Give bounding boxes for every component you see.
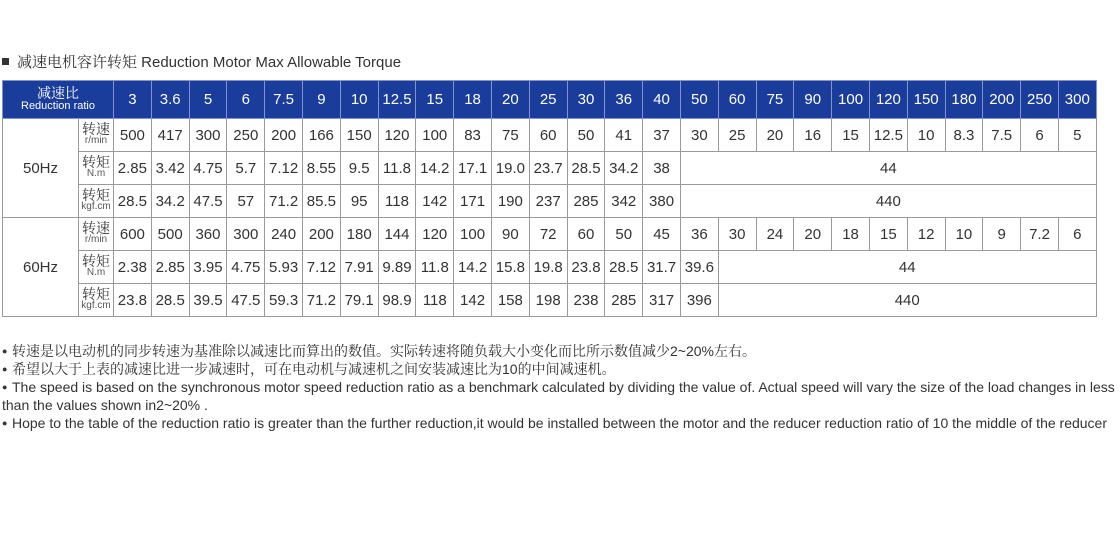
merged-value-cell: 44 xyxy=(718,251,1096,284)
ratio-cell: 150 xyxy=(907,81,945,119)
value-cell: 79.1 xyxy=(340,284,378,317)
value-cell: 3.42 xyxy=(151,152,189,185)
value-cell: 24 xyxy=(756,218,794,251)
bullet-icon: ● xyxy=(2,382,8,392)
value-cell: 171 xyxy=(454,185,492,218)
value-cell: 10 xyxy=(945,218,983,251)
ratio-cell: 12.5 xyxy=(378,81,416,119)
value-cell: 23.8 xyxy=(114,284,152,317)
value-cell: 12.5 xyxy=(869,119,907,152)
value-cell: 28.5 xyxy=(567,152,605,185)
value-cell: 30 xyxy=(680,119,718,152)
value-cell: 342 xyxy=(605,185,643,218)
value-cell: 20 xyxy=(794,218,832,251)
value-cell: 38 xyxy=(643,152,681,185)
value-cell: 95 xyxy=(340,185,378,218)
value-cell: 34.2 xyxy=(605,152,643,185)
value-cell: 120 xyxy=(378,119,416,152)
value-cell: 31.7 xyxy=(643,251,681,284)
ratio-cell: 5 xyxy=(189,81,227,119)
unit-label-cn: 转速 xyxy=(82,121,110,137)
value-cell: 3.95 xyxy=(189,251,227,284)
value-cell: 200 xyxy=(302,218,340,251)
value-cell: 72 xyxy=(529,218,567,251)
value-cell: 57 xyxy=(227,185,265,218)
unit-label-en: N.m xyxy=(86,168,106,179)
value-cell: 16 xyxy=(794,119,832,152)
unit-cell xyxy=(79,218,114,251)
ratio-cell: 180 xyxy=(945,81,983,119)
ratio-cell: 200 xyxy=(983,81,1021,119)
value-cell: 7.5 xyxy=(983,119,1021,152)
ratio-cell: 20 xyxy=(491,81,529,119)
frequency-cell: 50Hz xyxy=(3,119,79,218)
value-cell: 142 xyxy=(454,284,492,317)
value-cell: 85.5 xyxy=(302,185,340,218)
value-cell: 180 xyxy=(340,218,378,251)
value-cell: 28.5 xyxy=(114,185,152,218)
value-cell: 6 xyxy=(1058,218,1096,251)
value-cell: 17.1 xyxy=(454,152,492,185)
value-cell: 100 xyxy=(416,119,454,152)
ratio-cell: 3.6 xyxy=(151,81,189,119)
ratio-cell: 100 xyxy=(832,81,870,119)
value-cell: 2.38 xyxy=(114,251,152,284)
value-cell: 34.2 xyxy=(151,185,189,218)
ratio-cell: 10 xyxy=(340,81,378,119)
value-cell: 11.8 xyxy=(378,152,416,185)
frequency-cell: 60Hz xyxy=(3,218,79,317)
unit-label-cn: 转矩 xyxy=(82,187,110,203)
ratio-cell: 36 xyxy=(605,81,643,119)
value-cell: 50 xyxy=(567,119,605,152)
value-cell: 166 xyxy=(302,119,340,152)
value-cell: 8.3 xyxy=(945,119,983,152)
value-cell: 90 xyxy=(491,218,529,251)
ratio-label-cn: 减速比 xyxy=(37,84,79,101)
value-cell: 396 xyxy=(680,284,718,317)
value-cell: 39.6 xyxy=(680,251,718,284)
ratio-cell: 50 xyxy=(680,81,718,119)
note-item xyxy=(2,342,1120,360)
value-cell: 360 xyxy=(189,218,227,251)
notes xyxy=(2,342,1120,432)
torque-table xyxy=(2,80,1097,317)
value-cell: 500 xyxy=(151,218,189,251)
ratio-label-en: Reduction ratio xyxy=(21,99,95,112)
unit-label-en: kgf.cm xyxy=(81,300,111,311)
value-cell: 75 xyxy=(491,119,529,152)
value-cell: 144 xyxy=(378,218,416,251)
value-cell: 36 xyxy=(680,218,718,251)
unit-label-en: r/min xyxy=(84,135,108,146)
value-cell: 59.3 xyxy=(265,284,303,317)
value-cell: 142 xyxy=(416,185,454,218)
value-cell: 5 xyxy=(1058,119,1096,152)
value-cell: 9.89 xyxy=(378,251,416,284)
value-cell: 47.5 xyxy=(227,284,265,317)
table-row xyxy=(3,119,1097,152)
unit-cell xyxy=(79,152,114,185)
value-cell: 2.85 xyxy=(114,152,152,185)
value-cell: 23.7 xyxy=(529,152,567,185)
value-cell: 15 xyxy=(869,218,907,251)
unit-label-cn: 转矩 xyxy=(82,154,110,170)
value-cell: 14.2 xyxy=(454,251,492,284)
value-cell: 19.0 xyxy=(491,152,529,185)
table-row xyxy=(3,251,1097,284)
value-cell: 600 xyxy=(114,218,152,251)
value-cell: 120 xyxy=(416,218,454,251)
value-cell: 5.7 xyxy=(227,152,265,185)
value-cell: 60 xyxy=(567,218,605,251)
value-cell: 30 xyxy=(718,218,756,251)
value-cell: 28.5 xyxy=(605,251,643,284)
value-cell: 238 xyxy=(567,284,605,317)
note-item xyxy=(2,414,1120,432)
value-cell: 5.93 xyxy=(265,251,303,284)
value-cell: 4.75 xyxy=(189,152,227,185)
value-cell: 41 xyxy=(605,119,643,152)
value-cell: 150 xyxy=(340,119,378,152)
unit-label-cn: 转矩 xyxy=(82,286,110,302)
value-cell: 317 xyxy=(643,284,681,317)
ratio-cell: 7.5 xyxy=(265,81,303,119)
unit-label-cn: 转速 xyxy=(82,220,110,236)
ratio-cell: 250 xyxy=(1021,81,1059,119)
value-cell: 19.8 xyxy=(529,251,567,284)
value-cell: 37 xyxy=(643,119,681,152)
ratio-cell: 90 xyxy=(794,81,832,119)
merged-value-cell: 440 xyxy=(718,284,1096,317)
merged-value-cell: 440 xyxy=(680,185,1096,218)
value-cell: 2.85 xyxy=(151,251,189,284)
value-cell: 20 xyxy=(756,119,794,152)
value-cell: 237 xyxy=(529,185,567,218)
value-cell: 71.2 xyxy=(302,284,340,317)
value-cell: 23.8 xyxy=(567,251,605,284)
value-cell: 158 xyxy=(491,284,529,317)
value-cell: 300 xyxy=(189,119,227,152)
ratio-cell: 120 xyxy=(869,81,907,119)
value-cell: 18 xyxy=(832,218,870,251)
ratio-cell: 60 xyxy=(718,81,756,119)
ratio-cell: 15 xyxy=(416,81,454,119)
value-cell: 10 xyxy=(907,119,945,152)
unit-label-en: kgf.cm xyxy=(81,201,111,212)
ratio-cell: 30 xyxy=(567,81,605,119)
table-row xyxy=(3,218,1097,251)
header-row xyxy=(3,81,1097,119)
unit-cell xyxy=(79,119,114,152)
value-cell: 118 xyxy=(416,284,454,317)
value-cell: 4.75 xyxy=(227,251,265,284)
value-cell: 9.5 xyxy=(340,152,378,185)
value-cell: 190 xyxy=(491,185,529,218)
value-cell: 198 xyxy=(529,284,567,317)
square-bullet-icon xyxy=(2,58,9,65)
table-row xyxy=(3,284,1097,317)
value-cell: 39.5 xyxy=(189,284,227,317)
value-cell: 7.91 xyxy=(340,251,378,284)
unit-label-en: r/min xyxy=(84,234,108,245)
value-cell: 60 xyxy=(529,119,567,152)
table-row xyxy=(3,152,1097,185)
value-cell: 8.55 xyxy=(302,152,340,185)
value-cell: 100 xyxy=(454,218,492,251)
ratio-cell: 6 xyxy=(227,81,265,119)
section-title xyxy=(2,52,401,70)
note-text: 希望以大于上表的减速比进一步减速时，可在电动机与减速机之间安装减速比为10的中间减速机。 xyxy=(12,361,616,377)
ratio-cell: 25 xyxy=(529,81,567,119)
note-text: 转速是以电动机的同步转速为基准除以减速比而算出的数值。实际转速将随负载大小变化而比所示数值减少2~20%左右。 xyxy=(12,343,756,359)
value-cell: 240 xyxy=(265,218,303,251)
value-cell: 11.8 xyxy=(416,251,454,284)
value-cell: 15 xyxy=(832,119,870,152)
note-item xyxy=(2,378,1120,414)
note-text: The speed is based on the synchronous motor speed reduction ratio as a benchmark calculated by dividing the value of. Actual speed will vary the size of the load changes in less than the values shown in2~20% . xyxy=(2,379,1115,413)
value-cell: 47.5 xyxy=(189,185,227,218)
unit-cell xyxy=(79,251,114,284)
value-cell: 200 xyxy=(265,119,303,152)
value-cell: 28.5 xyxy=(151,284,189,317)
merged-value-cell: 44 xyxy=(680,152,1096,185)
section-title-text: 减速电机容许转矩 Reduction Motor Max Allowable Torque xyxy=(17,53,402,71)
unit-cell xyxy=(79,185,114,218)
value-cell: 6 xyxy=(1021,119,1059,152)
value-cell: 15.8 xyxy=(491,251,529,284)
value-cell: 50 xyxy=(605,218,643,251)
value-cell: 285 xyxy=(605,284,643,317)
ratio-cell: 3 xyxy=(114,81,152,119)
value-cell: 14.2 xyxy=(416,152,454,185)
value-cell: 25 xyxy=(718,119,756,152)
bullet-icon: ● xyxy=(2,418,8,428)
ratio-cell: 300 xyxy=(1058,81,1096,119)
value-cell: 285 xyxy=(567,185,605,218)
ratio-cell: 75 xyxy=(756,81,794,119)
unit-label-en: N.m xyxy=(86,267,106,278)
value-cell: 417 xyxy=(151,119,189,152)
value-cell: 7.12 xyxy=(302,251,340,284)
value-cell: 7.12 xyxy=(265,152,303,185)
value-cell: 12 xyxy=(907,218,945,251)
value-cell: 98.9 xyxy=(378,284,416,317)
ratio-header-cell xyxy=(3,81,114,119)
unit-label-cn: 转矩 xyxy=(82,253,110,269)
value-cell: 45 xyxy=(643,218,681,251)
value-cell: 71.2 xyxy=(265,185,303,218)
unit-cell xyxy=(79,284,114,317)
value-cell: 83 xyxy=(454,119,492,152)
value-cell: 380 xyxy=(643,185,681,218)
ratio-cell: 18 xyxy=(454,81,492,119)
ratio-cell: 40 xyxy=(643,81,681,119)
note-text: Hope to the table of the reduction ratio is greater than the further reduction,it would be installed between the motor and the reducer reduction ratio of 10 the middle of the reducer xyxy=(12,415,1108,431)
value-cell: 7.2 xyxy=(1021,218,1059,251)
value-cell: 9 xyxy=(983,218,1021,251)
bullet-icon: ● xyxy=(2,364,8,374)
note-item xyxy=(2,360,1120,378)
table-row xyxy=(3,185,1097,218)
bullet-icon: ● xyxy=(2,346,8,356)
value-cell: 118 xyxy=(378,185,416,218)
ratio-cell: 9 xyxy=(302,81,340,119)
value-cell: 500 xyxy=(114,119,152,152)
value-cell: 300 xyxy=(227,218,265,251)
value-cell: 250 xyxy=(227,119,265,152)
